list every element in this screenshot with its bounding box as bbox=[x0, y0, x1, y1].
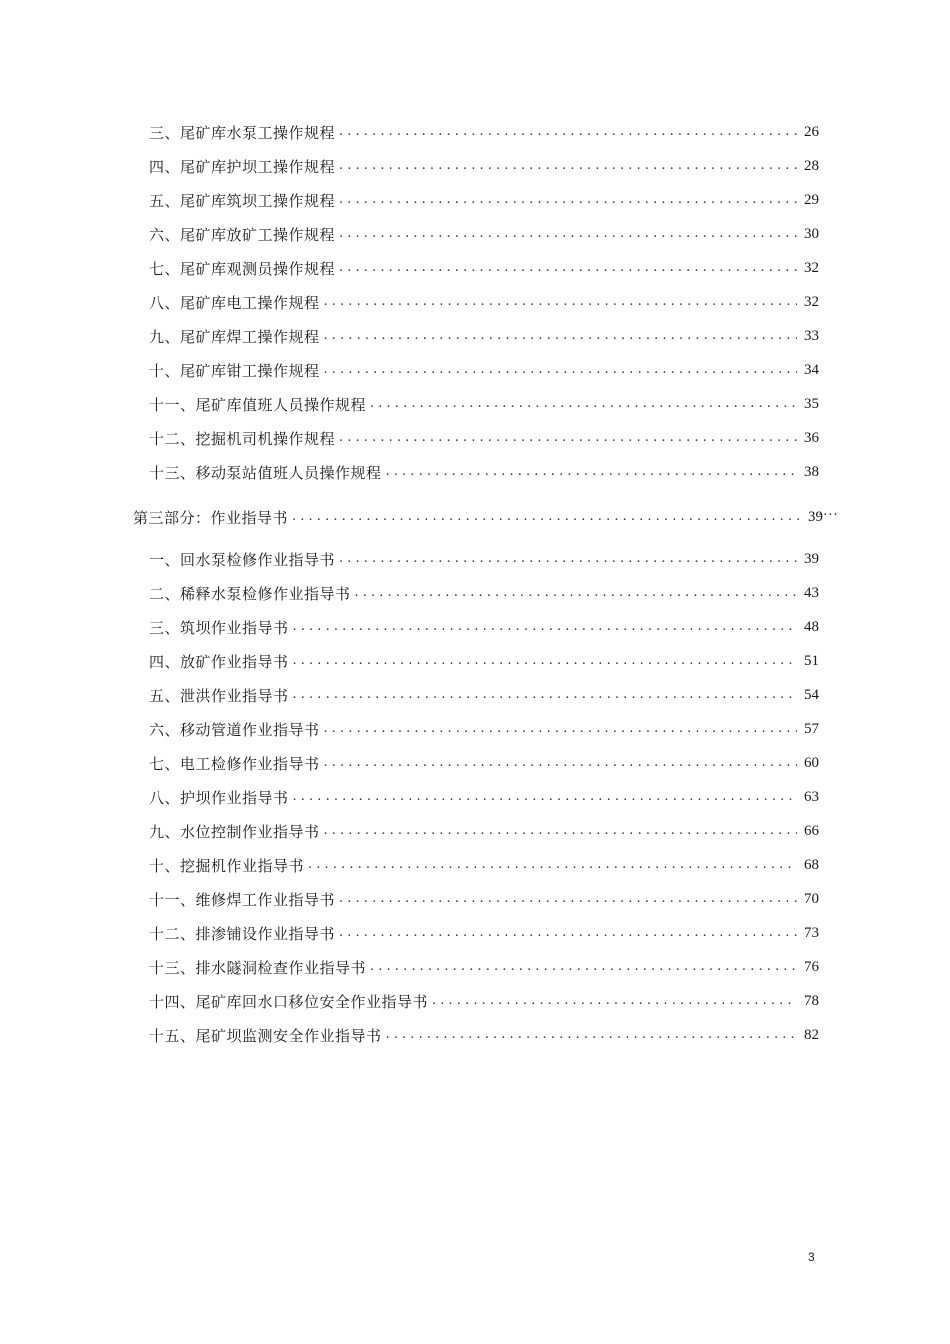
toc-entry[interactable] bbox=[149, 784, 819, 810]
toc-entry-page: 60 bbox=[804, 754, 819, 771]
toc-entry-label: 四、尾矿库护坝工操作规程 bbox=[149, 157, 336, 176]
toc-entry[interactable] bbox=[149, 818, 819, 844]
toc-leader-dots bbox=[293, 614, 797, 640]
toc-leader-dots bbox=[386, 459, 797, 485]
toc-leader-dots bbox=[324, 323, 797, 349]
toc-entry[interactable] bbox=[149, 221, 819, 247]
toc-entry[interactable] bbox=[149, 289, 819, 315]
toc-entry-page: 29 bbox=[804, 191, 819, 208]
toc-entry-label: 十一、尾矿库值班人员操作规程 bbox=[149, 395, 367, 414]
toc-entry[interactable] bbox=[149, 954, 819, 980]
toc-leader-dots bbox=[339, 920, 797, 946]
toc-entry-label: 十一、维修焊工作业指导书 bbox=[149, 890, 336, 909]
toc-entry-page: 78 bbox=[804, 992, 819, 1009]
toc-leader-dots bbox=[324, 716, 797, 742]
toc-entry[interactable] bbox=[149, 187, 819, 213]
toc-entry[interactable] bbox=[149, 323, 819, 349]
toc-entry-label: 七、电工检修作业指导书 bbox=[149, 754, 320, 773]
toc-entry-label: 八、护坝作业指导书 bbox=[149, 788, 289, 807]
toc-entry-page: 43 bbox=[804, 584, 819, 601]
toc-leader-dots bbox=[355, 580, 797, 606]
toc-entry-label: 十二、挖掘机司机操作规程 bbox=[149, 429, 336, 448]
toc-leader-dots bbox=[432, 988, 797, 1014]
toc-entry-page: 32 bbox=[804, 259, 819, 276]
toc-leader-dots bbox=[339, 187, 797, 213]
toc-entry-page: 34 bbox=[804, 361, 819, 378]
toc-entry-label: 十三、移动泵站值班人员操作规程 bbox=[149, 463, 382, 482]
toc-leader-dots bbox=[339, 425, 797, 451]
toc-entry-label: 五、尾矿库筑坝工操作规程 bbox=[149, 191, 336, 210]
toc-entry[interactable] bbox=[149, 153, 819, 179]
toc-entry-label: 十四、尾矿库回水口移位安全作业指导书 bbox=[149, 992, 429, 1011]
toc-leader-dots bbox=[293, 784, 797, 810]
toc-entry-label: 十五、尾矿坝监测安全作业指导书 bbox=[149, 1026, 382, 1045]
toc-leader-dots bbox=[386, 1022, 797, 1048]
toc-entry-page: 66 bbox=[804, 822, 819, 839]
toc-section-trailing-dots: .... bbox=[818, 504, 839, 519]
toc-leader-dots bbox=[370, 954, 797, 980]
toc-entry[interactable] bbox=[149, 357, 819, 383]
toc-leader-dots bbox=[339, 886, 797, 912]
toc-entry-page: 36 bbox=[804, 429, 819, 446]
toc-entry-label: 五、泄洪作业指导书 bbox=[149, 686, 289, 705]
toc-entry[interactable] bbox=[149, 750, 819, 776]
toc-section-page: 39 bbox=[808, 508, 823, 525]
toc-entry-page: 82 bbox=[804, 1026, 819, 1043]
toc-entry-page: 73 bbox=[804, 924, 819, 941]
toc-leader-dots bbox=[339, 119, 797, 145]
toc-entry-page: 70 bbox=[804, 890, 819, 907]
toc-entry[interactable] bbox=[149, 546, 819, 572]
toc-leader-dots bbox=[339, 153, 797, 179]
toc-entry-label: 二、稀释水泵检修作业指导书 bbox=[149, 584, 351, 603]
toc-entry-label: 八、尾矿库电工操作规程 bbox=[149, 293, 320, 312]
toc-leader-dots bbox=[324, 289, 797, 315]
toc-entry-label: 三、尾矿库水泵工操作规程 bbox=[149, 123, 336, 142]
toc-entry[interactable] bbox=[149, 886, 819, 912]
toc-leader-dots bbox=[324, 818, 797, 844]
toc-entry[interactable] bbox=[149, 920, 819, 946]
toc-entry-page: 68 bbox=[804, 856, 819, 873]
toc-entry-page: 38 bbox=[804, 463, 819, 480]
toc-entry-page: 28 bbox=[804, 157, 819, 174]
toc-entry-label: 六、尾矿库放矿工操作规程 bbox=[149, 225, 336, 244]
toc-entry-page: 51 bbox=[804, 652, 819, 669]
toc-entry-label: 十三、排水隧洞检查作业指导书 bbox=[149, 958, 367, 977]
toc-entry[interactable] bbox=[149, 614, 819, 640]
toc-entry[interactable] bbox=[149, 425, 819, 451]
toc-entry-label: 六、移动管道作业指导书 bbox=[149, 720, 320, 739]
toc-entry-page: 63 bbox=[804, 788, 819, 805]
toc-section-heading[interactable] bbox=[133, 504, 823, 530]
toc-leader-dots bbox=[339, 221, 797, 247]
toc-entry[interactable] bbox=[149, 119, 819, 145]
toc-entry-label: 四、放矿作业指导书 bbox=[149, 652, 289, 671]
toc-entry[interactable] bbox=[149, 988, 819, 1014]
toc-entry[interactable] bbox=[149, 580, 819, 606]
toc-entry-page: 54 bbox=[804, 686, 819, 703]
toc-leader-dots bbox=[339, 255, 797, 281]
toc-entry-page: 76 bbox=[804, 958, 819, 975]
toc-entry-label: 三、筑坝作业指导书 bbox=[149, 618, 289, 637]
toc-entry-label: 一、回水泵检修作业指导书 bbox=[149, 550, 336, 569]
toc-entry-label: 十二、排渗铺设作业指导书 bbox=[149, 924, 336, 943]
toc-entry-page: 26 bbox=[804, 123, 819, 140]
toc-section-label: 第三部分：作业指导书 bbox=[133, 508, 289, 527]
toc-entry[interactable] bbox=[149, 682, 819, 708]
toc-entry-page: 48 bbox=[804, 618, 819, 635]
toc-entry-page: 57 bbox=[804, 720, 819, 737]
toc-entry-page: 32 bbox=[804, 293, 819, 310]
toc-leader-dots bbox=[370, 391, 797, 417]
toc-leader-dots bbox=[339, 546, 797, 572]
toc-entry[interactable] bbox=[149, 255, 819, 281]
toc-entry-page: 35 bbox=[804, 395, 819, 412]
toc-leader-dots bbox=[324, 750, 797, 776]
toc-entry-page: 33 bbox=[804, 327, 819, 344]
toc-entry-label: 十、尾矿库钳工操作规程 bbox=[149, 361, 320, 380]
toc-entry-label: 十、挖掘机作业指导书 bbox=[149, 856, 305, 875]
toc-entry[interactable] bbox=[149, 648, 819, 674]
toc-entry[interactable] bbox=[149, 716, 819, 742]
toc-entry-page: 30 bbox=[804, 225, 819, 242]
toc-entry[interactable] bbox=[149, 852, 819, 878]
toc-entry-label: 七、尾矿库观测员操作规程 bbox=[149, 259, 336, 278]
toc-entry[interactable] bbox=[149, 459, 819, 485]
toc-entry-label: 九、尾矿库焊工操作规程 bbox=[149, 327, 320, 346]
page-number: 3 bbox=[808, 1250, 815, 1264]
toc-entry-label: 九、水位控制作业指导书 bbox=[149, 822, 320, 841]
toc-entry[interactable] bbox=[149, 391, 819, 417]
toc-leader-dots bbox=[292, 504, 801, 530]
toc-leader-dots bbox=[293, 648, 797, 674]
toc-leader-dots bbox=[324, 357, 797, 383]
toc-entry[interactable] bbox=[149, 1022, 819, 1048]
toc-entry-page: 39 bbox=[804, 550, 819, 567]
toc-leader-dots bbox=[293, 682, 797, 708]
toc-leader-dots bbox=[308, 852, 797, 878]
